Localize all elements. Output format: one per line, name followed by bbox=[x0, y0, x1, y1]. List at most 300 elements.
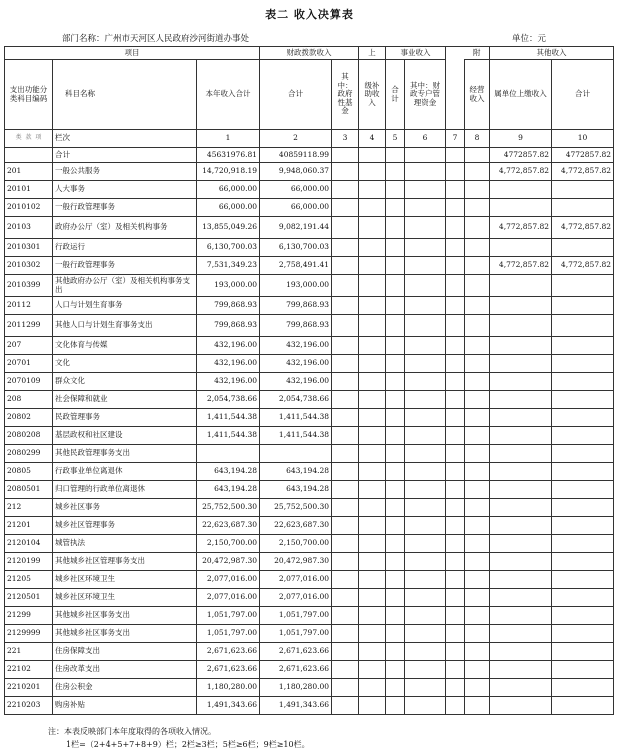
cell-affil bbox=[465, 148, 490, 163]
header-name: 科目名称 bbox=[53, 60, 197, 130]
cell-affil bbox=[465, 463, 490, 481]
cell-other-special bbox=[552, 199, 614, 217]
header-fiscal-group: 财政拨款收入 bbox=[260, 47, 359, 60]
cell-operating bbox=[446, 697, 465, 715]
cell-operating bbox=[446, 499, 465, 517]
cell-biz-total bbox=[386, 148, 405, 163]
table-row bbox=[5, 355, 614, 373]
cell-total: 432,196.00 bbox=[197, 373, 260, 391]
colno-3: 3 bbox=[332, 130, 359, 148]
cell-name: 城乡社区环境卫生 bbox=[53, 589, 197, 607]
cell-biz-total bbox=[386, 589, 405, 607]
cell-name: 一般行政管理事务 bbox=[53, 199, 197, 217]
cell-affil bbox=[465, 199, 490, 217]
cell-fiscal-total: 1,411,544.38 bbox=[260, 427, 332, 445]
cell-fiscal-total: 9,948,060.37 bbox=[260, 163, 332, 181]
cell-other-special bbox=[552, 553, 614, 571]
cell-affil bbox=[465, 553, 490, 571]
cell-name: 文化 bbox=[53, 355, 197, 373]
cell-name: 民政管理事务 bbox=[53, 409, 197, 427]
cell-operating bbox=[446, 181, 465, 199]
cell-code: 21299 bbox=[5, 607, 53, 625]
table-row bbox=[5, 239, 614, 257]
cell-operating bbox=[446, 427, 465, 445]
cell-code: 221 bbox=[5, 643, 53, 661]
cell-operating bbox=[446, 297, 465, 315]
cell-name: 城乡社区事务 bbox=[53, 499, 197, 517]
cell-biz-special bbox=[405, 589, 446, 607]
cell-operating bbox=[446, 481, 465, 499]
cell-code: 2120199 bbox=[5, 553, 53, 571]
cell-biz-special bbox=[405, 217, 446, 239]
cell-other-special bbox=[552, 275, 614, 297]
cell-fiscal-fund bbox=[332, 355, 359, 373]
cell-operating bbox=[446, 553, 465, 571]
cell-other-total bbox=[490, 535, 552, 553]
cell-biz-total bbox=[386, 163, 405, 181]
cell-biz-special bbox=[405, 355, 446, 373]
cell-fiscal-total: 66,000.00 bbox=[260, 199, 332, 217]
cell-total: 193,000.00 bbox=[197, 275, 260, 297]
cell-biz-total bbox=[386, 499, 405, 517]
cell-other-total bbox=[490, 607, 552, 625]
cell-total: 2,671,623.66 bbox=[197, 661, 260, 679]
table-title: 表二 收入决算表 bbox=[265, 8, 354, 21]
colno-7: 7 bbox=[446, 130, 465, 148]
cell-fiscal-fund bbox=[332, 571, 359, 589]
cell-upper bbox=[359, 625, 386, 643]
cell-code: 2120501 bbox=[5, 589, 53, 607]
cell-code: 208 bbox=[5, 391, 53, 409]
cell-other-total bbox=[490, 337, 552, 355]
cell-upper bbox=[359, 571, 386, 589]
cell-fiscal-total: 432,196.00 bbox=[260, 337, 332, 355]
cell-fiscal-total: 2,150,700.00 bbox=[260, 535, 332, 553]
cell-other-total bbox=[490, 275, 552, 297]
cell-fiscal-total: 25,752,500.30 bbox=[260, 499, 332, 517]
cell-fiscal-total bbox=[260, 445, 332, 463]
cell-affil bbox=[465, 297, 490, 315]
cell-total: 13,855,049.26 bbox=[197, 217, 260, 239]
cell-other-total bbox=[490, 391, 552, 409]
cell-total: 7,531,349.23 bbox=[197, 257, 260, 275]
cell-other-special bbox=[552, 427, 614, 445]
cell-affil bbox=[465, 499, 490, 517]
table-row bbox=[5, 535, 614, 553]
header-fiscal-fund: 其中：政府性基金 bbox=[332, 60, 359, 130]
cell-fiscal-total: 1,051,797.00 bbox=[260, 625, 332, 643]
cell-other-total bbox=[490, 239, 552, 257]
cell-other-total bbox=[490, 373, 552, 391]
cell-fiscal-total: 20,472,987.30 bbox=[260, 553, 332, 571]
cell-other-total bbox=[490, 589, 552, 607]
cell-other-total bbox=[490, 427, 552, 445]
cell-biz-total bbox=[386, 661, 405, 679]
cell-biz-total bbox=[386, 217, 405, 239]
cell-upper bbox=[359, 517, 386, 535]
cell-upper bbox=[359, 607, 386, 625]
cell-other-special bbox=[552, 625, 614, 643]
cell-name: 住房保障支出 bbox=[53, 643, 197, 661]
cell-upper bbox=[359, 337, 386, 355]
cell-upper bbox=[359, 535, 386, 553]
cell-upper bbox=[359, 643, 386, 661]
cell-affil bbox=[465, 181, 490, 199]
cell-other-special bbox=[552, 481, 614, 499]
table-row bbox=[5, 463, 614, 481]
cell-total: 2,054,738.66 bbox=[197, 391, 260, 409]
cell-fiscal-fund bbox=[332, 163, 359, 181]
cell-other-total bbox=[490, 181, 552, 199]
cell-upper bbox=[359, 163, 386, 181]
table-row bbox=[5, 697, 614, 715]
cell-fiscal-total: 66,000.00 bbox=[260, 181, 332, 199]
cell-name: 行政事业单位离退休 bbox=[53, 463, 197, 481]
cell-upper bbox=[359, 297, 386, 315]
cell-fiscal-total: 2,077,016.00 bbox=[260, 589, 332, 607]
header-affil: 附 bbox=[465, 47, 490, 60]
colno-name: 栏次 bbox=[53, 130, 197, 148]
cell-other-total bbox=[490, 571, 552, 589]
cell-code: 21205 bbox=[5, 571, 53, 589]
cell-upper bbox=[359, 427, 386, 445]
cell-biz-total bbox=[386, 373, 405, 391]
cell-name: 购房补贴 bbox=[53, 697, 197, 715]
cell-other-total bbox=[490, 643, 552, 661]
cell-biz-total bbox=[386, 257, 405, 275]
cell-biz-total bbox=[386, 535, 405, 553]
cell-code: 2070109 bbox=[5, 373, 53, 391]
cell-operating bbox=[446, 643, 465, 661]
cell-affil bbox=[465, 373, 490, 391]
cell-fiscal-fund bbox=[332, 463, 359, 481]
colno-4: 4 bbox=[359, 130, 386, 148]
cell-biz-special bbox=[405, 553, 446, 571]
cell-operating bbox=[446, 373, 465, 391]
cell-name: 合计 bbox=[53, 148, 197, 163]
cell-total: 643,194.28 bbox=[197, 481, 260, 499]
cell-biz-total bbox=[386, 355, 405, 373]
cell-upper bbox=[359, 679, 386, 697]
cell-biz-total bbox=[386, 239, 405, 257]
cell-total: 1,411,544.38 bbox=[197, 409, 260, 427]
cell-other-total bbox=[490, 553, 552, 571]
cell-biz-special bbox=[405, 181, 446, 199]
table-row bbox=[5, 148, 614, 163]
cell-fiscal-total: 643,194.28 bbox=[260, 481, 332, 499]
cell-other-special: 4772857.82 bbox=[552, 148, 614, 163]
cell-other-total bbox=[490, 499, 552, 517]
cell-biz-special bbox=[405, 643, 446, 661]
cell-name: 其他民政管理事务支出 bbox=[53, 445, 197, 463]
cell-other-total bbox=[490, 517, 552, 535]
cell-name: 住房公积金 bbox=[53, 679, 197, 697]
cell-other-special bbox=[552, 589, 614, 607]
cell-code: 2080501 bbox=[5, 481, 53, 499]
cell-operating bbox=[446, 239, 465, 257]
cell-code: 20701 bbox=[5, 355, 53, 373]
cell-fiscal-fund bbox=[332, 337, 359, 355]
cell-other-total: 4,772,857.82 bbox=[490, 163, 552, 181]
cell-upper bbox=[359, 373, 386, 391]
cell-other-special bbox=[552, 463, 614, 481]
cell-name: 行政运行 bbox=[53, 239, 197, 257]
cell-other-total bbox=[490, 625, 552, 643]
table-row bbox=[5, 661, 614, 679]
header-business-group: 事业收入 bbox=[386, 47, 446, 60]
cell-fiscal-total: 2,671,623.66 bbox=[260, 643, 332, 661]
cell-fiscal-fund bbox=[332, 275, 359, 297]
cell-other-special bbox=[552, 373, 614, 391]
cell-code: 22102 bbox=[5, 661, 53, 679]
cell-biz-special bbox=[405, 315, 446, 337]
colno-9: 9 bbox=[490, 130, 552, 148]
cell-total: 25,752,500.30 bbox=[197, 499, 260, 517]
cell-name: 人口与计划生育事务 bbox=[53, 297, 197, 315]
cell-fiscal-fund bbox=[332, 517, 359, 535]
cell-biz-special bbox=[405, 697, 446, 715]
cell-biz-total bbox=[386, 607, 405, 625]
cell-name: 文化体育与传媒 bbox=[53, 337, 197, 355]
header-other-group: 其他收入 bbox=[490, 47, 614, 60]
table-row bbox=[5, 445, 614, 463]
cell-upper bbox=[359, 661, 386, 679]
cell-upper bbox=[359, 275, 386, 297]
cell-fiscal-total: 1,180,280.00 bbox=[260, 679, 332, 697]
cell-code: 2010102 bbox=[5, 199, 53, 217]
cell-fiscal-fund bbox=[332, 553, 359, 571]
cell-fiscal-total: 799,868.93 bbox=[260, 297, 332, 315]
cell-code: 207 bbox=[5, 337, 53, 355]
cell-code: 20802 bbox=[5, 409, 53, 427]
table-row bbox=[5, 499, 614, 517]
cell-operating bbox=[446, 337, 465, 355]
cell-operating bbox=[446, 625, 465, 643]
cell-fiscal-total: 1,491,343.66 bbox=[260, 697, 332, 715]
cell-upper bbox=[359, 697, 386, 715]
cell-other-special: 4,772,857.82 bbox=[552, 217, 614, 239]
cell-biz-total bbox=[386, 427, 405, 445]
cell-biz-total bbox=[386, 409, 405, 427]
cell-code: 2011299 bbox=[5, 315, 53, 337]
cell-other-total: 4,772,857.82 bbox=[490, 257, 552, 275]
cell-other-total bbox=[490, 679, 552, 697]
cell-fiscal-total: 1,411,544.38 bbox=[260, 409, 332, 427]
cell-upper bbox=[359, 181, 386, 199]
cell-affil bbox=[465, 239, 490, 257]
cell-affil bbox=[465, 607, 490, 625]
cell-operating bbox=[446, 517, 465, 535]
table-row bbox=[5, 337, 614, 355]
cell-fiscal-fund bbox=[332, 181, 359, 199]
cell-fiscal-fund bbox=[332, 481, 359, 499]
cell-biz-special bbox=[405, 409, 446, 427]
table-row bbox=[5, 181, 614, 199]
cell-biz-total bbox=[386, 199, 405, 217]
cell-operating bbox=[446, 607, 465, 625]
cell-total: 799,868.93 bbox=[197, 297, 260, 315]
cell-biz-special bbox=[405, 517, 446, 535]
cell-operating bbox=[446, 257, 465, 275]
cell-biz-special bbox=[405, 445, 446, 463]
header-operating: 经营收入 bbox=[465, 60, 490, 130]
cell-operating bbox=[446, 199, 465, 217]
column-number-row bbox=[5, 130, 614, 148]
cell-total: 432,196.00 bbox=[197, 337, 260, 355]
cell-biz-special bbox=[405, 257, 446, 275]
cell-fiscal-total: 643,194.28 bbox=[260, 463, 332, 481]
cell-upper bbox=[359, 481, 386, 499]
cell-code: 20101 bbox=[5, 181, 53, 199]
cell-other-total bbox=[490, 661, 552, 679]
cell-affil bbox=[465, 275, 490, 297]
cell-other-special bbox=[552, 391, 614, 409]
cell-other-total: 4,772,857.82 bbox=[490, 217, 552, 239]
cell-other-special: 4,772,857.82 bbox=[552, 163, 614, 181]
cell-other-total bbox=[490, 463, 552, 481]
cell-upper bbox=[359, 199, 386, 217]
cell-fiscal-fund bbox=[332, 199, 359, 217]
cell-biz-special bbox=[405, 625, 446, 643]
cell-operating bbox=[446, 571, 465, 589]
cell-other-special bbox=[552, 571, 614, 589]
cell-biz-total bbox=[386, 481, 405, 499]
cell-biz-special bbox=[405, 337, 446, 355]
header-fiscal-total: 合计 bbox=[260, 60, 332, 130]
unit-label: 单位：元 bbox=[512, 34, 547, 44]
cell-fiscal-fund bbox=[332, 607, 359, 625]
cell-total: 14,720,918.19 bbox=[197, 163, 260, 181]
cell-total: 799,868.93 bbox=[197, 315, 260, 337]
cell-other-special bbox=[552, 661, 614, 679]
cell-name: 人大事务 bbox=[53, 181, 197, 199]
cell-affil bbox=[465, 337, 490, 355]
cell-fiscal-total: 2,671,623.66 bbox=[260, 661, 332, 679]
cell-affil bbox=[465, 217, 490, 239]
notes bbox=[48, 725, 310, 751]
cell-code bbox=[5, 148, 53, 163]
colno-6: 6 bbox=[405, 130, 446, 148]
table-row bbox=[5, 571, 614, 589]
cell-total: 643,194.28 bbox=[197, 463, 260, 481]
cell-upper bbox=[359, 445, 386, 463]
cell-operating bbox=[446, 535, 465, 553]
header-biz-special: 其中：财政专户管理资金 bbox=[405, 60, 446, 130]
cell-total: 66,000.00 bbox=[197, 199, 260, 217]
cell-affil bbox=[465, 625, 490, 643]
cell-code: 2210203 bbox=[5, 697, 53, 715]
cell-other-special: 4,772,857.82 bbox=[552, 257, 614, 275]
cell-name: 其他城乡社区管理事务支出 bbox=[53, 553, 197, 571]
cell-other-special bbox=[552, 409, 614, 427]
cell-other-total bbox=[490, 481, 552, 499]
cell-affil bbox=[465, 643, 490, 661]
cell-fiscal-fund bbox=[332, 589, 359, 607]
cell-biz-total bbox=[386, 517, 405, 535]
cell-biz-total bbox=[386, 643, 405, 661]
cell-total: 1,051,797.00 bbox=[197, 607, 260, 625]
cell-code: 2010301 bbox=[5, 239, 53, 257]
cell-upper bbox=[359, 257, 386, 275]
table-row bbox=[5, 275, 614, 297]
cell-code: 2120104 bbox=[5, 535, 53, 553]
cell-name: 其他城乡社区事务支出 bbox=[53, 625, 197, 643]
cell-upper bbox=[359, 463, 386, 481]
cell-total: 2,077,016.00 bbox=[197, 571, 260, 589]
cell-fiscal-total: 6,130,700.03 bbox=[260, 239, 332, 257]
cell-operating bbox=[446, 409, 465, 427]
cell-affil bbox=[465, 481, 490, 499]
cell-fiscal-total: 193,000.00 bbox=[260, 275, 332, 297]
cell-fiscal-fund bbox=[332, 409, 359, 427]
cell-other-total bbox=[490, 315, 552, 337]
cell-code: 20112 bbox=[5, 297, 53, 315]
cell-fiscal-fund bbox=[332, 499, 359, 517]
cell-fiscal-fund bbox=[332, 643, 359, 661]
cell-biz-special bbox=[405, 499, 446, 517]
cell-total: 6,130,700.03 bbox=[197, 239, 260, 257]
cell-biz-total bbox=[386, 679, 405, 697]
cell-name: 其他城乡社区事务支出 bbox=[53, 607, 197, 625]
cell-fiscal-fund bbox=[332, 697, 359, 715]
table-row bbox=[5, 481, 614, 499]
cell-total: 1,411,544.38 bbox=[197, 427, 260, 445]
cell-operating bbox=[446, 275, 465, 297]
cell-upper bbox=[359, 355, 386, 373]
cell-affil bbox=[465, 535, 490, 553]
cell-other-special bbox=[552, 315, 614, 337]
cell-fiscal-fund bbox=[332, 239, 359, 257]
cell-other-special bbox=[552, 181, 614, 199]
cell-upper bbox=[359, 217, 386, 239]
cell-fiscal-total: 432,196.00 bbox=[260, 373, 332, 391]
cell-biz-total bbox=[386, 463, 405, 481]
cell-biz-total bbox=[386, 315, 405, 337]
cell-affil bbox=[465, 679, 490, 697]
cell-affil bbox=[465, 571, 490, 589]
cell-other-total bbox=[490, 445, 552, 463]
cell-fiscal-fund bbox=[332, 625, 359, 643]
cell-upper bbox=[359, 391, 386, 409]
cell-fiscal-total: 40859118.99 bbox=[260, 148, 332, 163]
header-code: 支出功能分类科目编码 bbox=[5, 60, 53, 130]
cell-name: 城乡社区环境卫生 bbox=[53, 571, 197, 589]
cell-code: 2080208 bbox=[5, 427, 53, 445]
cell-fiscal-fund bbox=[332, 315, 359, 337]
department-label: 部门名称：广州市天河区人民政府沙河街道办事处 bbox=[62, 34, 250, 44]
cell-affil bbox=[465, 589, 490, 607]
cell-biz-total bbox=[386, 625, 405, 643]
cell-affil bbox=[465, 661, 490, 679]
cell-biz-special bbox=[405, 661, 446, 679]
cell-biz-total bbox=[386, 337, 405, 355]
cell-fiscal-total: 799,868.93 bbox=[260, 315, 332, 337]
income-table bbox=[4, 46, 614, 715]
colno-1: 1 bbox=[197, 130, 260, 148]
cell-total: 1,491,343.66 bbox=[197, 697, 260, 715]
cell-total bbox=[197, 445, 260, 463]
cell-upper bbox=[359, 315, 386, 337]
colno-2: 2 bbox=[260, 130, 332, 148]
header-upper-cont: 级补助收入 bbox=[359, 60, 386, 130]
cell-operating bbox=[446, 679, 465, 697]
cell-upper bbox=[359, 148, 386, 163]
cell-other-total bbox=[490, 297, 552, 315]
cell-biz-total bbox=[386, 445, 405, 463]
cell-name: 归口管理的行政单位离退休 bbox=[53, 481, 197, 499]
cell-other-special bbox=[552, 445, 614, 463]
table-row bbox=[5, 163, 614, 181]
